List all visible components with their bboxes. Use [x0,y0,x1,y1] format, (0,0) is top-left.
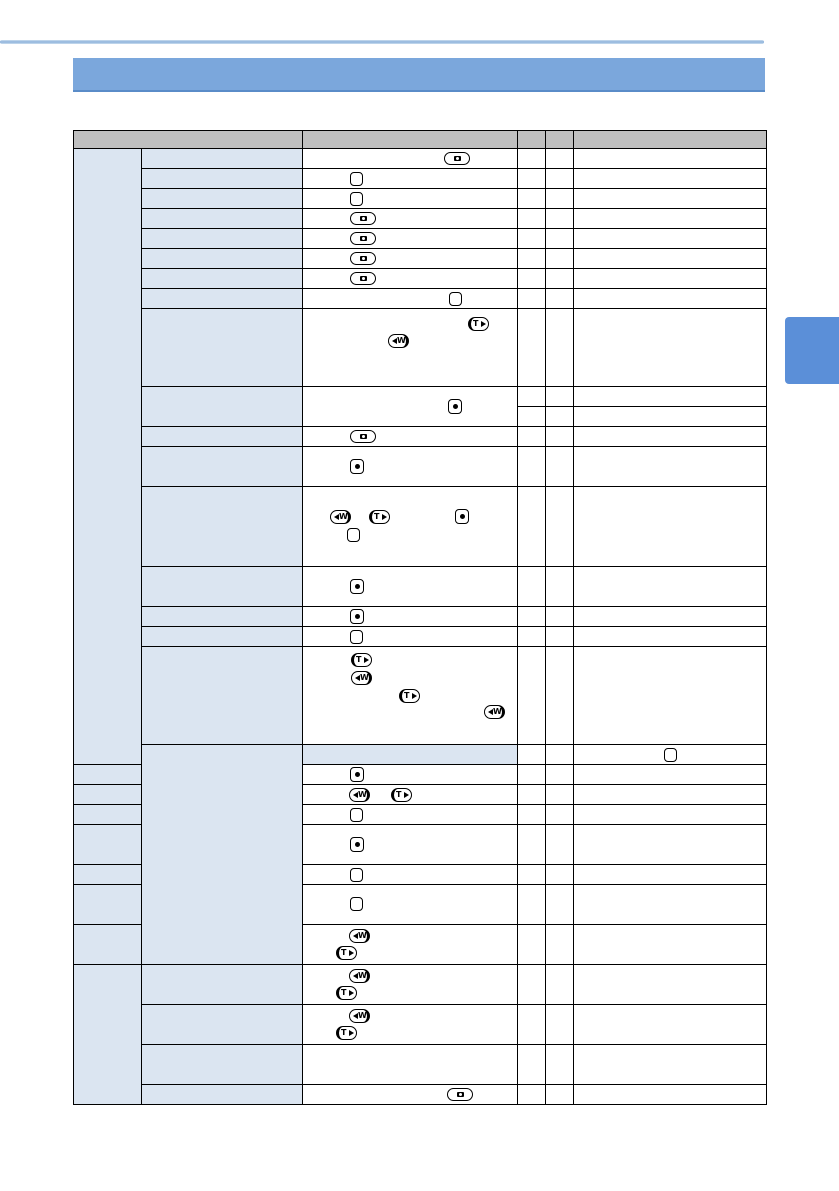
table-row [74,647,767,745]
zoom-wide-key-icon [388,334,409,348]
table-row [74,1005,767,1045]
function-cell [142,149,303,169]
zoom-wide-key-icon [349,788,370,802]
clear-key-icon [350,897,363,911]
zoom-tele-key-icon [468,317,489,331]
center-key-icon [455,509,469,524]
table-row [74,447,767,487]
zoom-tele-key-icon [399,689,420,703]
zoom-tele-key-icon [336,1026,357,1040]
zoom-wide-key-icon [349,929,370,943]
camera-key-icon [350,272,376,285]
table-row [74,229,767,249]
camera-key-icon [350,232,376,245]
zoom-tele-key-icon [369,510,390,524]
category-cell [74,965,142,1105]
column-header-mark-1 [518,131,546,149]
camera-key-icon [350,252,376,265]
table-row [74,1085,767,1105]
table-header-row [74,131,767,149]
zoom-tele-key-icon [336,986,357,1000]
center-key-icon [350,579,364,594]
header-rule [0,40,764,44]
center-key-icon [350,459,364,474]
notes-cell [574,149,767,169]
zoom-tele-key-icon [391,788,412,802]
clear-key-icon [664,748,677,762]
zoom-wide-key-icon [351,671,372,685]
table-row [74,567,767,607]
chapter-side-tab [785,317,839,384]
camera-key-icon [350,212,376,225]
table-row [74,427,767,447]
clear-key-icon [449,292,462,306]
table-row [74,745,767,765]
zoom-wide-key-icon [349,969,370,983]
column-header-function [74,131,303,149]
table-row [74,627,767,647]
clear-key-icon [350,192,363,206]
center-key-icon [350,767,364,782]
zoom-tele-key-icon [336,946,357,960]
camera-key-icon [447,1088,473,1101]
zoom-wide-key-icon [484,705,505,719]
center-key-icon [350,609,364,624]
column-header-notes [574,131,767,149]
center-key-icon [350,837,364,852]
category-cell [74,149,142,765]
zoom-tele-key-icon [351,653,372,667]
clear-key-icon [350,868,363,882]
column-header-operation [303,131,518,149]
table-row [74,965,767,1005]
table-row [74,149,767,169]
table-row [74,1045,767,1085]
function-cell [142,169,303,189]
table-row [74,309,767,387]
column-header-mark-2 [546,131,574,149]
clear-key-icon [350,630,363,644]
table-row [74,189,767,209]
table-row [74,487,767,567]
operation-cell [303,149,518,169]
zoom-wide-key-icon [330,510,351,524]
clear-key-icon [350,172,363,186]
table-row [74,269,767,289]
table-row [74,169,767,189]
clear-key-icon [350,808,363,822]
camera-key-icon [444,152,470,165]
table-row [74,607,767,627]
table-row [74,289,767,309]
clear-key-icon [347,528,360,542]
section-title-bar [73,58,765,92]
function-table [73,130,767,1105]
table-row [74,209,767,229]
category-cell [142,745,303,965]
camera-key-icon [350,430,376,443]
table-row [74,249,767,269]
table-row [74,387,767,407]
center-key-icon [448,399,462,414]
zoom-wide-key-icon [349,1009,370,1023]
